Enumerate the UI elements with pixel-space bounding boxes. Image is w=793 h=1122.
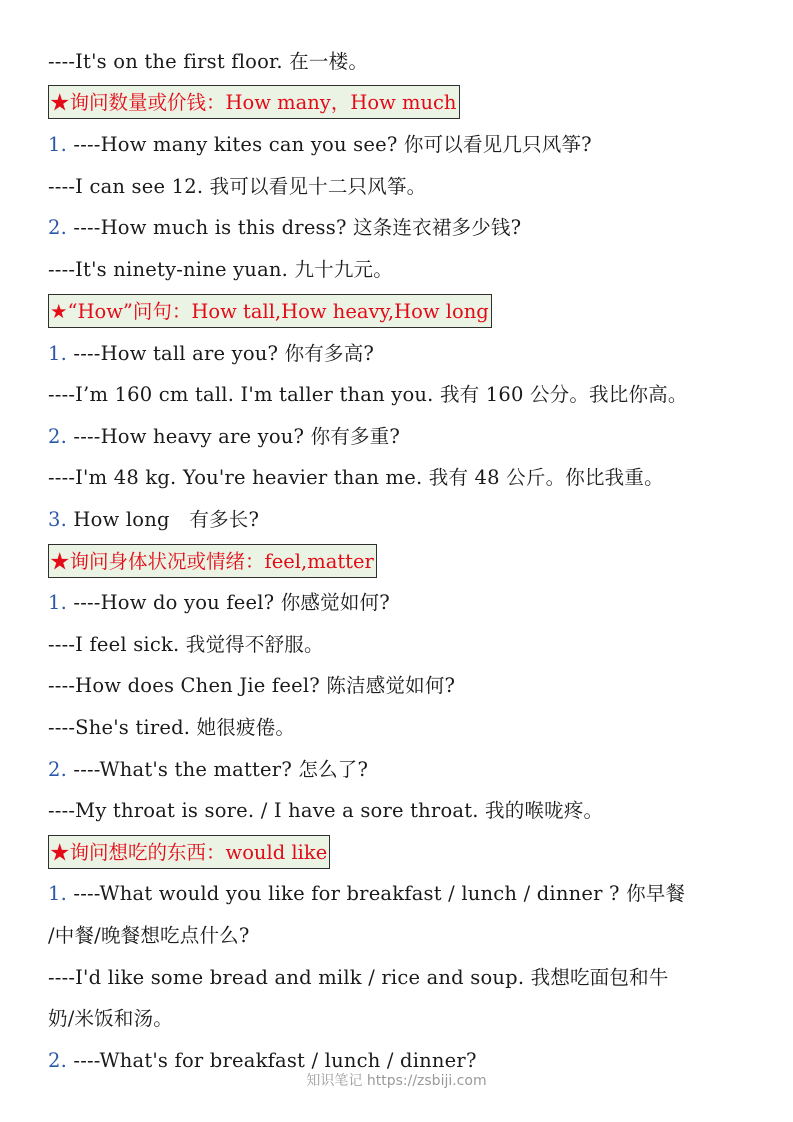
text-line: ----It's on the first floor. 在一楼。 (48, 50, 369, 73)
text-line (48, 424, 400, 450)
section-heading: ★询问想吃的东西：would like (48, 835, 330, 869)
text-content: How long 有多长? (67, 508, 260, 531)
list-number: 1. (48, 342, 68, 365)
text-line (48, 507, 259, 533)
text-line: ----How does Chen Jie feel? 陈洁感觉如何? (48, 674, 456, 697)
text-content: ----How much is this dress? 这条连衣裙多少钱? (67, 216, 522, 239)
text-content: ----How do you feel? 你感觉如何? (67, 591, 390, 614)
list-number: 3. (48, 508, 68, 531)
list-number: 2. (48, 425, 68, 448)
text-line (48, 881, 685, 907)
footer-watermark: 知识笔记 https://zsbiji.com (306, 1073, 487, 1089)
text-line: ----It's ninety-nine yuan. 九十九元。 (48, 258, 393, 281)
text-line: ----She's tired. 她很疲倦。 (48, 716, 296, 739)
text-content: ----What would you like for breakfast / lunch / dinner ? 你早餐 (67, 882, 686, 905)
text-line (48, 215, 521, 241)
section-heading: ★询问身体状况或情绪：feel,matter (48, 544, 377, 578)
section-heading: ★“How”问句：How tall,How heavy,How long (48, 294, 492, 328)
list-number: 1. (48, 133, 68, 156)
text-line: ----I'd like some bread and milk / rice and soup. 我想吃面包和牛 (48, 966, 669, 989)
text-line (48, 132, 592, 158)
text-line (48, 341, 374, 367)
text-content: ----How many kites can you see? 你可以看见几只风筝? (67, 133, 592, 156)
text-line: ----I'm 48 kg. You're heavier than me. 我有 48 公斤。你比我重。 (48, 466, 664, 489)
text-line: 奶/米饭和汤。 (48, 1007, 173, 1030)
text-line: ----My throat is sore. / I have a sore throat. 我的喉咙疼。 (48, 799, 604, 822)
text-line: ----I feel sick. 我觉得不舒服。 (48, 633, 324, 656)
list-number: 2. (48, 758, 68, 781)
text-line: ----I’m 160 cm tall. I'm taller than you. 我有 160 公分。我比你高。 (48, 383, 688, 406)
list-number: 1. (48, 591, 68, 614)
document-page (48, 0, 793, 1122)
text-line: ----I can see 12. 我可以看见十二只风筝。 (48, 175, 427, 198)
text-content: ----How heavy are you? 你有多重? (67, 425, 401, 448)
text-line (48, 757, 368, 783)
text-content: ----How tall are you? 你有多高? (67, 342, 375, 365)
list-number: 2. (48, 216, 68, 239)
text-content: ----What's the matter? 怎么了? (67, 758, 369, 781)
list-number: 2. (48, 1049, 68, 1072)
list-number: 1. (48, 882, 68, 905)
section-heading: ★询问数量或价钱：How many，How much (48, 85, 460, 119)
text-line (48, 590, 390, 616)
text-content: ----What's for breakfast / lunch / dinner? (67, 1049, 477, 1072)
text-line: /中餐/晚餐想吃点什么? (48, 924, 250, 947)
